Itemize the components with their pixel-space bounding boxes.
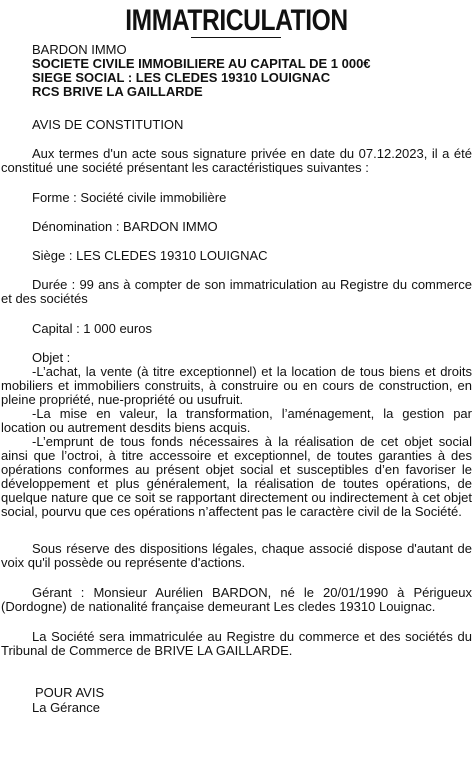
company-name: BARDON IMMO <box>32 42 127 57</box>
company-siege: SIEGE SOCIAL : LES CLEDES 19310 LOUIGNAC <box>32 70 331 85</box>
title-underline <box>191 37 281 38</box>
notice-objet-1: -L’achat, la vente (à titre exceptionnel) et la location de tous biens et droits mobiliers et immobiliers construits, à construire ou en cours de construction, en pleine propriété, nue-propriété ou usufruit. <box>1 364 472 407</box>
notice-objet-3: -L’emprunt de tous fonds nécessaires à la réalisation de cet objet social ainsi que l’octroi, à titre accessoire et exceptionnel, de toutes garanties à des opérations conformes au présent objet social et susceptibles d’en favoriser le développement et plus généralement, la réalisation de toutes opérations, de quelque nature que ce soit se rapportant directement ou indirectement à cet objet social, pourvu que ces opérations n’affectent pas le caractère civil de la Société. <box>1 434 472 519</box>
page-title: IMMATRICULATION <box>125 4 348 37</box>
notice-duree: Durée : 99 ans à compter de son immatriculation au Registre du commerce et des sociétés <box>1 277 472 306</box>
notice-immatriculation: La Société sera immatriculée au Registre du commerce et des sociétés du Tribunal de Commerce de BRIVE LA GAILLARDE. <box>1 629 472 658</box>
notice-objet-2: -La mise en valeur, la transformation, l’aménagement, la gestion par location ou autrement desdits biens acquis. <box>1 406 472 435</box>
company-rcs: RCS BRIVE LA GAILLARDE <box>32 84 203 99</box>
notice-forme: Forme : Société civile immobilière <box>32 190 227 205</box>
notice-intro: Aux termes d'un acte sous signature privée en date du 07.12.2023, il a été constitué une société présentant les caractéristiques suivantes : <box>1 146 472 175</box>
signature-pour-avis: POUR AVIS <box>35 685 105 700</box>
notice-objet-label: Objet : <box>32 350 71 365</box>
notice-reserve: Sous réserve des dispositions légales, chaque associé dispose d'autant de voix qu'il possède ou représente d'actions. <box>1 541 472 570</box>
notice-capital: Capital : 1 000 euros <box>32 321 152 336</box>
notice-heading: AVIS DE CONSTITUTION <box>32 117 184 132</box>
company-capital: SOCIETE CIVILE IMMOBILIERE AU CAPITAL DE 1 000€ <box>32 56 371 71</box>
notice-gerant: Gérant : Monsieur Aurélien BARDON, né le 20/01/1990 à Périgueux (Dordogne) de nationalité française demeurant Les cledes 19310 Louignac. <box>1 585 472 614</box>
company-header <box>32 43 371 99</box>
signature-signer: La Gérance <box>32 700 100 715</box>
notice-denomination: Dénomination : BARDON IMMO <box>32 219 218 234</box>
notice-siege: Siège : LES CLEDES 19310 LOUIGNAC <box>32 248 268 263</box>
